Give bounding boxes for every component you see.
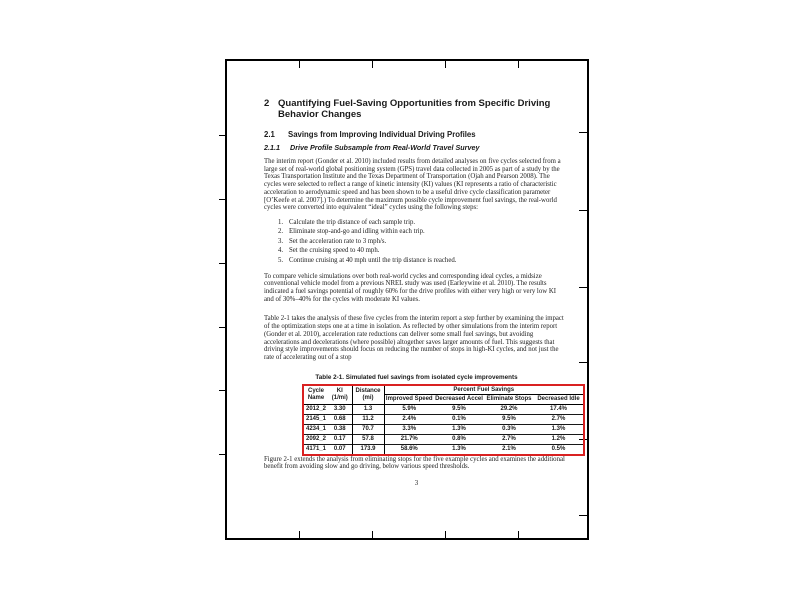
- cell-ki: 0.07: [328, 444, 352, 454]
- section-title: Quantifying Fuel-Saving Opportunities from Specific Driving Behavior Changes: [278, 98, 551, 120]
- cell-improved-speed: 58.6%: [384, 444, 434, 454]
- ruler-tick-left: [219, 454, 227, 455]
- list-item: [264, 247, 566, 255]
- cell-eliminate-stops: 2.7%: [484, 434, 534, 444]
- list-item-text: Eliminate stop-and-go and idling within each trip.: [289, 228, 425, 236]
- cell-decreased-idle: 0.5%: [534, 444, 584, 454]
- col-group-header-percent-fuel-savings: Percent Fuel Savings: [384, 385, 584, 395]
- ruler-tick-bottom: [445, 531, 446, 538]
- cell-ki: 3.30: [328, 404, 352, 414]
- cell-distance: 70.7: [352, 424, 384, 434]
- col-header-cycle-name: Cycle Name: [303, 385, 328, 405]
- subsubsection-title: Drive Profile Subsample from Real-World Travel Survey: [290, 143, 480, 152]
- subsection-number: 2.1: [264, 130, 275, 139]
- section-heading: [264, 98, 566, 120]
- col-header-distance: Distance (mi): [352, 385, 384, 405]
- list-item: [264, 228, 566, 236]
- ruler-tick-left: [219, 390, 227, 391]
- ruler-tick-bottom: [518, 531, 519, 538]
- ideal-cycle-steps-list: [264, 219, 566, 265]
- cell-improved-speed: 3.3%: [384, 424, 434, 434]
- paragraph-figure-reference: Figure 2-1 extends the analysis from eliminating stops for the five example cycles and examines the additional benefit from avoiding slow and go driving, below various speed thresholds.: [264, 455, 565, 471]
- cell-decreased-accel: 0.8%: [434, 434, 484, 444]
- ruler-tick-left: [219, 199, 227, 200]
- cell-distance: 1.3: [352, 404, 384, 414]
- cell-decreased-idle: 1.2%: [534, 434, 584, 444]
- list-item-number: 2.: [278, 228, 284, 236]
- col-header-decreased-accel: Decreased Accel: [434, 395, 484, 405]
- list-item: [264, 238, 566, 246]
- col-header-ki: KI (1/mi): [328, 385, 352, 405]
- cell-improved-speed: 21.7%: [384, 434, 434, 444]
- cell-decreased-idle: 2.7%: [534, 414, 584, 424]
- cell-improved-speed: 2.4%: [384, 414, 434, 424]
- cell-cycle: 2012_2: [305, 406, 327, 413]
- cell-cycle: 4171_1: [303, 444, 328, 454]
- list-item-number: 3.: [278, 237, 284, 245]
- table-row: [303, 434, 584, 444]
- ruler-tick-left: [219, 135, 227, 136]
- cell-ki: 0.38: [328, 424, 352, 434]
- list-item: [264, 219, 566, 227]
- page-number: 3: [414, 480, 419, 488]
- cell-decreased-accel: 0.1%: [434, 414, 484, 424]
- col-header-decreased-idle: Decreased Idle: [534, 395, 584, 405]
- subsubsection-heading: [264, 144, 566, 152]
- paragraph-table-discussion: Table 2-1 takes the analysis of these five cycles from the interim report a step further by examining the impact of the optimization steps one at a time in isolation. As reflected by other simulations from the interim report (Gonder et al. 2010), acceleration rate reductions can deliver some small fuel savings, but avoiding accelerations and decelerations (where possible) altogether saves larger amounts of fuel. This suggests that driving style improvements should focus on reducing the number of stops in high-KI cycles, and not just the rate of accelerating out of a stop: [264, 315, 564, 361]
- cell-ki: 0.17: [328, 434, 352, 444]
- table-row: [303, 414, 584, 424]
- ruler-tick-bottom: [372, 531, 373, 538]
- ruler-tick-left: [219, 327, 227, 328]
- page-content: [227, 61, 587, 487]
- table-row: [303, 404, 584, 414]
- cell-decreased-accel: 1.3%: [434, 424, 484, 434]
- cell-eliminate-stops: 29.2%: [500, 406, 518, 413]
- subsection-heading: [264, 130, 566, 139]
- col-header-improved-speed: Improved Speed: [384, 395, 434, 405]
- table-row: [303, 424, 584, 434]
- cell-decreased-idle: 17.4%: [550, 406, 568, 413]
- subsection-title: Savings from Improving Individual Driving Profiles: [288, 130, 476, 139]
- ruler-tick-right: [579, 515, 587, 516]
- list-item: [264, 257, 566, 265]
- cell-eliminate-stops: 0.3%: [484, 424, 534, 434]
- list-item-number: 5.: [278, 256, 284, 264]
- cell-cycle: 2145_1: [303, 414, 328, 424]
- paragraph-intro: The interim report (Gonder et al. 2010) included results from detailed analyses on five cycles selected from a large set of real-world global positioning system (GPS) travel data collected in 2005 as part of a study by the Texas Transportation Institute and the Texas Department of Transportation (Ojah and Pearson 2008). The cycles were selected to reflect a range of kinetic intensity (KI) values (KI represents a ratio of characteristic acceleration to aerodynamic speed and has been shown to be a useful drive cycle classification parameter [O’Keefe et al. 2007].) To determine the maximum possible cycle improvement fuel savings, the real-world cycles were converted into equivalent “ideal” cycles using the following steps:: [264, 158, 561, 212]
- cell-eliminate-stops: 9.5%: [484, 414, 534, 424]
- list-item-number: 1.: [278, 218, 284, 226]
- list-item-text: Continue cruising at 40 mph until the trip distance is reached.: [289, 256, 457, 264]
- cell-decreased-idle: 1.3%: [534, 424, 584, 434]
- table-caption: Table 2-1. Simulated fuel savings from isolated cycle improvements: [315, 373, 518, 381]
- cell-cycle: 2092_2: [303, 434, 328, 444]
- list-item-number: 4.: [278, 247, 284, 255]
- section-number: 2: [264, 98, 270, 109]
- paragraph-simulation-comparison: To compare vehicle simulations over both real-world cycles and corresponding ideal cycles, a midsize conventional vehicle model from a previous NREL study was used (Earleywine et al. 2010). The results indicated a fuel savings potential of roughly 60% for the drive profiles with either very high or very low KI and of 30%–40% for the cycles with moderate KI values.: [264, 272, 556, 303]
- document-page: [225, 59, 589, 540]
- ruler-tick-bottom: [299, 531, 300, 538]
- fuel-savings-table: [302, 384, 585, 456]
- cell-cycle: 4234_1: [303, 424, 328, 434]
- list-item-text: Calculate the trip distance of each sample trip.: [289, 218, 416, 226]
- cell-eliminate-stops: 2.1%: [484, 444, 534, 454]
- col-header-eliminate-stops: Eliminate Stops: [484, 395, 534, 405]
- cell-distance: 11.2: [352, 414, 384, 424]
- cell-improved-speed: 5.9%: [402, 406, 417, 413]
- subsubsection-number: 2.1.1: [264, 143, 280, 152]
- list-item-text: Set the acceleration rate to 3 mph/s.: [289, 237, 387, 245]
- cell-distance: 57.8: [352, 434, 384, 444]
- cell-decreased-accel: 9.5%: [452, 406, 466, 413]
- cell-distance: 173.9: [352, 444, 384, 454]
- ruler-tick-left: [219, 263, 227, 264]
- list-item-text: Set the cruising speed to 40 mph.: [289, 247, 380, 255]
- cell-decreased-accel: 1.3%: [434, 444, 484, 454]
- cell-ki: 0.68: [328, 414, 352, 424]
- table-row: [303, 444, 584, 454]
